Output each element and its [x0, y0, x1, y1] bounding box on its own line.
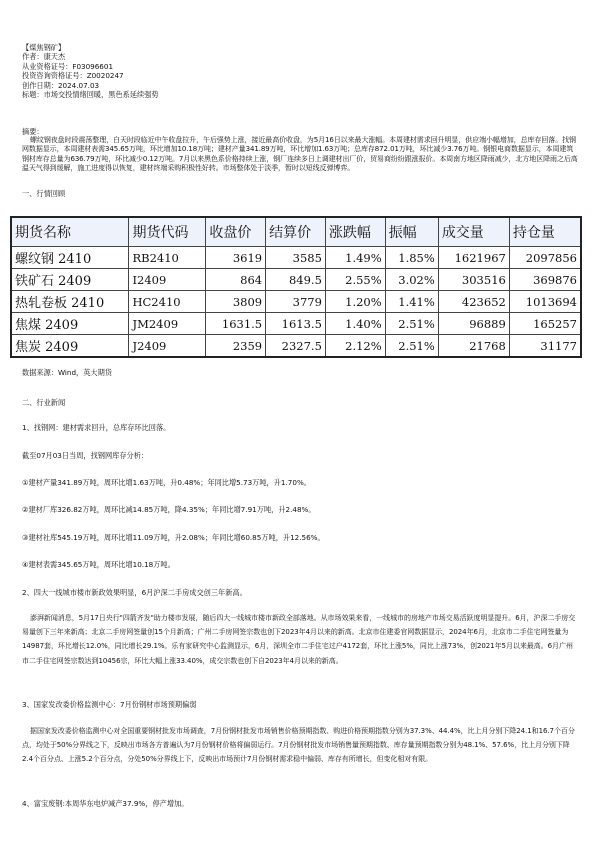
cell-volume: 423652 [438, 291, 509, 313]
cell-open-interest: 369876 [509, 269, 581, 291]
col-header-close: 收盘价 [206, 217, 266, 247]
cell-amplitude: 2.51% [385, 313, 438, 335]
col-header-open-interest: 持仓量 [509, 217, 581, 247]
col-header-settle: 结算价 [266, 217, 326, 247]
cell-amplitude: 1.41% [385, 291, 438, 313]
cell-close: 3619 [206, 247, 266, 269]
cell-settle: 2327.5 [266, 335, 326, 358]
cell-change: 1.40% [325, 313, 385, 335]
news-item-2-text: 澎湃新闻消息，5月17日央行"四箭齐发"助力楼市发展，随后四大一线城市楼市新政全部落地。从市场效果来看，一线城市的房地产市场交易活跃度明显提升。6月，沪深二手房交易量创下三年来新高；北京二手房网签量创15个月新高；广州二手房网签宗数也创下2023年4月以来的新高。北京市住建委官网数据显示，2024年6月，北京市二手住宅网签量为14987套，环比增长12.0%，同比增长29.1%。乐有家研究中心监测显示，6月，深圳全市二手住宅过户4172套，环比上涨5%，同比上涨73%，创2021年5月以来最高。6月广州市二手住宅网签宗数达到10456宗，环比大幅上涨33.40%，成交宗数也创下自2023年4月以来的新高。 [22, 614, 576, 665]
col-header-code: 期货代码 [129, 217, 206, 247]
abstract-text: 螺纹钢夜盘时段震荡整理，白天时段临近中午收盘拉升，午后强势上涨，接近最高价收盘，为5月16日以来最大涨幅。本周建材需求回升明显，供应端小幅增加，总库存回落。找钢网数据显示，本周建材表需345.65万吨，环比增加10.18万吨；建材产量341.89万吨，环比增加1.63万吨；总库存872.01万吨，环比减少3.76万吨。钢银电商数据显示，本周建筑钢材库存总量为636.79万吨，环比减少0.12万吨。7月以来黑色系价格持续上涨，钢厂连续多日上调建材出厂价，贸易商纷纷跟涨报价。本周南方地区降雨减少，北方地区降雨之后高温天气得到缓解，施工进度得以恢复，建材终端采购积极性好转。市场整体处于淡季，暂时以短线反弹博弈。 [22, 136, 578, 173]
table-row [11, 313, 581, 335]
col-header-name: 期货名称 [11, 217, 129, 247]
col-header-volume: 成交量 [438, 217, 509, 247]
news-item-1-point: ④建材表需345.65万吨，周环比增10.18万吨。 [22, 560, 175, 569]
cell-volume: 303516 [438, 269, 509, 291]
cell-volume: 96889 [438, 313, 509, 335]
report-header [22, 43, 159, 99]
cell-change: 2.55% [325, 269, 385, 291]
cell-code: HC2410 [129, 291, 206, 313]
cell-close: 864 [206, 269, 266, 291]
cell-close: 1631.5 [206, 313, 266, 335]
cell-code: JM2409 [129, 313, 206, 335]
license-number: 从业资格证号：F03096601 [22, 61, 114, 71]
report-tag: 【煤焦钢矿】 [22, 43, 66, 52]
advisory-license-number: 投资咨询资格证号：Z0020247 [22, 71, 124, 81]
cell-code: RB2410 [129, 247, 206, 269]
news-item-3-text: 据国家发改委价格监测中心对全国重要钢材批发市场调查，7月份钢材批发市场销售价格预期指数、购进价格预期指数分别为37.3%、44.4%，比上月分别下降24.1和16.7个百分点，均处于50%分界线之下，反映出市场各方普遍认为7月份钢材价格将偏弱运行。7月份钢材批发市场销售量预期指数、库存量预期指数分别为48.1%、57.6%，比上月分别下降2.4个百分点、上涨5.2个百分点，分处50%分界线上下，反映出市场预计7月份钢材需求稳中偏弱、库存有所增长，但变化相对有限。 [22, 727, 575, 764]
cell-code: I2409 [129, 269, 206, 291]
cell-change: 1.49% [325, 247, 385, 269]
table-row [11, 269, 581, 291]
news-item-4-title: 4、富宝废钢:本周华东电炉减产37.9%，停产增加。 [22, 799, 189, 808]
cell-name: 焦炭 2409 [11, 335, 129, 358]
cell-settle: 3779 [266, 291, 326, 313]
cell-open-interest: 1013694 [509, 291, 581, 313]
col-header-amplitude: 振幅 [385, 217, 438, 247]
news-item-1-intro: 截至07月03日当周，找钢网库存分析： [22, 451, 149, 460]
cell-name: 热轧卷板 2410 [11, 291, 129, 313]
cell-name: 铁矿石 2409 [11, 269, 129, 291]
cell-name: 螺纹钢 2410 [11, 247, 129, 269]
news-item-1-title: 1、找钢网：建材需求回升，总库存环比回落。 [22, 423, 171, 432]
cell-settle: 849.5 [266, 269, 326, 291]
news-item-1-point: ③建材社库545.19万吨，周环比增11.09万吨，升2.08%；年同比增60.85万吨，升12.56%。 [22, 533, 325, 542]
cell-volume: 21768 [438, 335, 509, 358]
author: 作者：康天杰 [22, 52, 66, 62]
cell-amplitude: 1.85% [385, 247, 438, 269]
cell-change: 1.20% [325, 291, 385, 313]
table-row [11, 335, 581, 358]
cell-open-interest: 165257 [509, 313, 581, 335]
section-market-review-title: 一、行情回顾 [22, 189, 66, 198]
report-title: 标题：市场交投情绪回暖，黑色系延续强势 [22, 90, 159, 100]
table-row [11, 247, 581, 269]
data-source-note: 数据来源：Wind，英大期货 [22, 368, 112, 377]
cell-amplitude: 3.02% [385, 269, 438, 291]
table-header-row [11, 217, 581, 247]
cell-volume: 1621967 [438, 247, 509, 269]
cell-open-interest: 31177 [509, 335, 581, 358]
table-row [11, 291, 581, 313]
cell-change: 2.12% [325, 335, 385, 358]
cell-close: 3809 [206, 291, 266, 313]
abstract-label: 摘要： [22, 127, 44, 136]
section-industry-news-title: 二、行业新闻 [22, 398, 66, 407]
news-item-1-point: ②建材厂库326.82万吨，周环比减14.85万吨，降4.35%；年同比增7.91万吨，升2.48%。 [22, 505, 316, 514]
cell-code: J2409 [129, 335, 206, 358]
cell-open-interest: 2097856 [509, 247, 581, 269]
cell-close: 2359 [206, 335, 266, 358]
news-item-2-title: 2、四大一线城市楼市新政效果明显，6月沪深二手房成交创三年新高。 [22, 588, 247, 597]
cell-settle: 1613.5 [266, 313, 326, 335]
col-header-change: 涨跌幅 [325, 217, 385, 247]
cell-amplitude: 2.51% [385, 335, 438, 358]
creation-date: 创作日期：2024.07.03 [22, 80, 100, 90]
cell-name: 焦煤 2409 [11, 313, 129, 335]
news-item-3-title: 3、国家发改委价格监测中心：7月份钢材市场预期偏弱 [22, 700, 197, 709]
cell-settle: 3585 [266, 247, 326, 269]
news-item-1-point: ①建材产量341.89万吨，周环比增1.63万吨，升0.48%；年同比增5.73万吨，升1.70%。 [22, 478, 311, 487]
futures-quote-table [10, 216, 582, 358]
